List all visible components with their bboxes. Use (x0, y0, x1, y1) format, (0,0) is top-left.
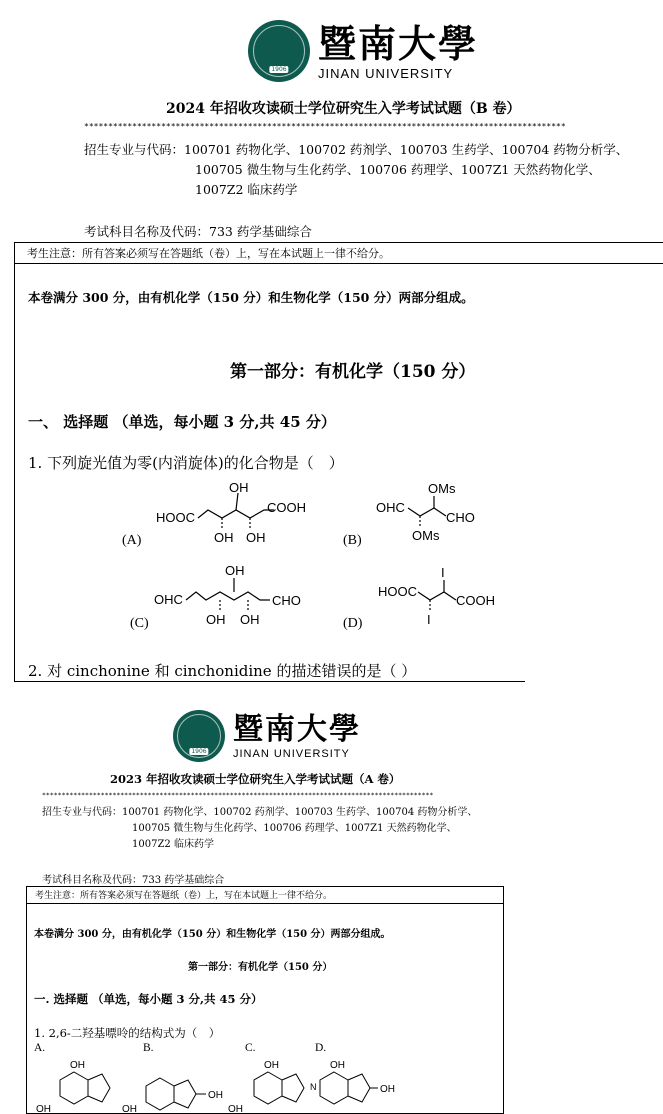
label-oh: OH (229, 480, 249, 495)
structure-c (228, 1060, 304, 1112)
university-seal-icon: 1906 (173, 710, 225, 762)
structure-a (122, 480, 306, 548)
major-line-2: 100705 微生物与生化药学、100706 药理学、1007Z1 天然药物化学、 (195, 162, 601, 177)
subject-line: 考试科目名称及代码：733 药学基础综合 (84, 224, 312, 239)
part-title: 第一部分：有机化学（150 分） (230, 362, 476, 382)
option-a-label: (A) (122, 533, 142, 548)
label-oh: OH (264, 1060, 279, 1071)
label-iodo: I (427, 612, 431, 627)
label-oh: OH (246, 530, 266, 545)
label-oms: OMs (428, 481, 456, 496)
label-oh: OH (214, 530, 234, 545)
section-title: 一. 选择题 （单选，每小题 3 分,共 45 分） (34, 992, 263, 1006)
structure-b (343, 481, 475, 548)
label-oh: OH (225, 563, 245, 578)
university-cn-name: 暨南大學 (233, 712, 361, 747)
notice-box (27, 887, 503, 904)
option-d-label: (D) (343, 616, 363, 631)
major-line-3: 1007Z2 临床药学 (132, 839, 214, 850)
subject-line: 考试科目名称及代码：733 药学基础综合 (42, 875, 225, 886)
university-logo (173, 710, 361, 762)
structure-c (130, 563, 301, 631)
option-b-label: (B) (343, 533, 362, 548)
notice-box (14, 242, 663, 264)
label-oh: OH (206, 612, 226, 627)
university-cn-name: 暨南大學 (318, 20, 479, 66)
major-line-2: 100705 微生物与生化药学、100706 药理学、1007Z1 天然药物化学、 (132, 823, 457, 834)
major-label: 招生专业与代码： (42, 807, 122, 818)
label-oh: OH (70, 1060, 85, 1071)
university-en-name: JINAN UNIVERSITY (318, 65, 454, 81)
q1-purine-structures (30, 1056, 410, 1112)
university-seal-icon: 1906 (248, 20, 310, 82)
label-n: N (310, 1082, 317, 1092)
option-c-label: C. (245, 1042, 256, 1054)
label-hooc: HOOC (378, 584, 417, 599)
label-cho: CHO (272, 593, 301, 608)
star-divider: **************************************************************************************************** (84, 122, 566, 131)
q1-structures (110, 476, 530, 636)
major-line-3: 1007Z2 临床药学 (195, 182, 298, 197)
major-line-1: 100701 药物化学、100702 药剂学、100703 生药学、100704 药物分析学、 (184, 142, 629, 157)
label-ohc: OHC (154, 592, 183, 607)
major-label: 招生专业与代码： (84, 142, 185, 157)
label-oh: OH (228, 1104, 243, 1112)
label-oh: OH (240, 612, 260, 627)
label-cho: CHO (446, 510, 475, 525)
label-oms: OMs (412, 528, 440, 543)
section-title: 一、 选择题 （单选，每小题 3 分,共 45 分） (28, 413, 336, 431)
option-a-label: A. (34, 1042, 46, 1054)
option-c-label: (C) (130, 616, 149, 631)
star-divider: **************************************************************************************************** (42, 791, 434, 799)
label-oh: OH (380, 1084, 395, 1095)
part-title: 第一部分：有机化学（150 分） (188, 962, 333, 973)
question-1: 1. 下列旋光值为零(内消旋体)的化合物是（ ） (28, 454, 344, 472)
label-cooh: COOH (456, 593, 495, 608)
label-oh: OH (208, 1090, 223, 1101)
question-1: 1. 2,6-二羟基嘌呤的结构式为（ ） (34, 1026, 221, 1040)
label-iodo: I (441, 565, 445, 580)
university-en-name: JINAN UNIVERSITY (233, 748, 350, 760)
major-block (42, 805, 477, 853)
major-line-1: 100701 药物化学、100702 药剂学、100703 生药学、100704 药物分析学、 (122, 807, 478, 818)
notice-text: 考生注意：所有答案必须写在答题纸（卷）上，写在本试题上一律不给分。 (35, 891, 333, 901)
question-2: 2. 对 cinchonine 和 cinchonidine 的描述错误的是（ ） (28, 662, 417, 680)
notice-text: 考生注意：所有答案必须写在答题纸（卷）上，写在本试题上一律不给分。 (27, 247, 390, 260)
option-b-label: B. (143, 1042, 154, 1054)
score-note: 本卷满分 300 分，由有机化学（150 分）和生物化学（150 分）两部分组成。 (28, 290, 474, 305)
label-cooh: COOH (267, 500, 306, 515)
major-block (84, 140, 628, 200)
label-oh: OH (36, 1104, 51, 1112)
frame-bottom-border (14, 681, 525, 682)
exam-title: 2023 年招收攻读硕士学位研究生入学考试试题（A 卷） (110, 772, 401, 786)
frame-left-border (14, 262, 15, 682)
label-ohc: OHC (376, 500, 405, 515)
score-note: 本卷满分 300 分，由有机化学（150 分）和生物化学（150 分）两部分组成。 (34, 929, 391, 940)
option-d-label: D. (315, 1042, 327, 1054)
structure-d (310, 1060, 395, 1104)
structure-d (343, 565, 495, 631)
label-hooc: HOOC (156, 510, 195, 525)
exam-title: 2024 年招收攻读硕士学位研究生入学考试试题（B 卷） (166, 101, 521, 117)
university-logo (248, 20, 478, 82)
label-oh: OH (122, 1104, 137, 1112)
structure-a (36, 1060, 110, 1112)
label-oh: OH (330, 1060, 345, 1071)
structure-b (122, 1078, 223, 1112)
